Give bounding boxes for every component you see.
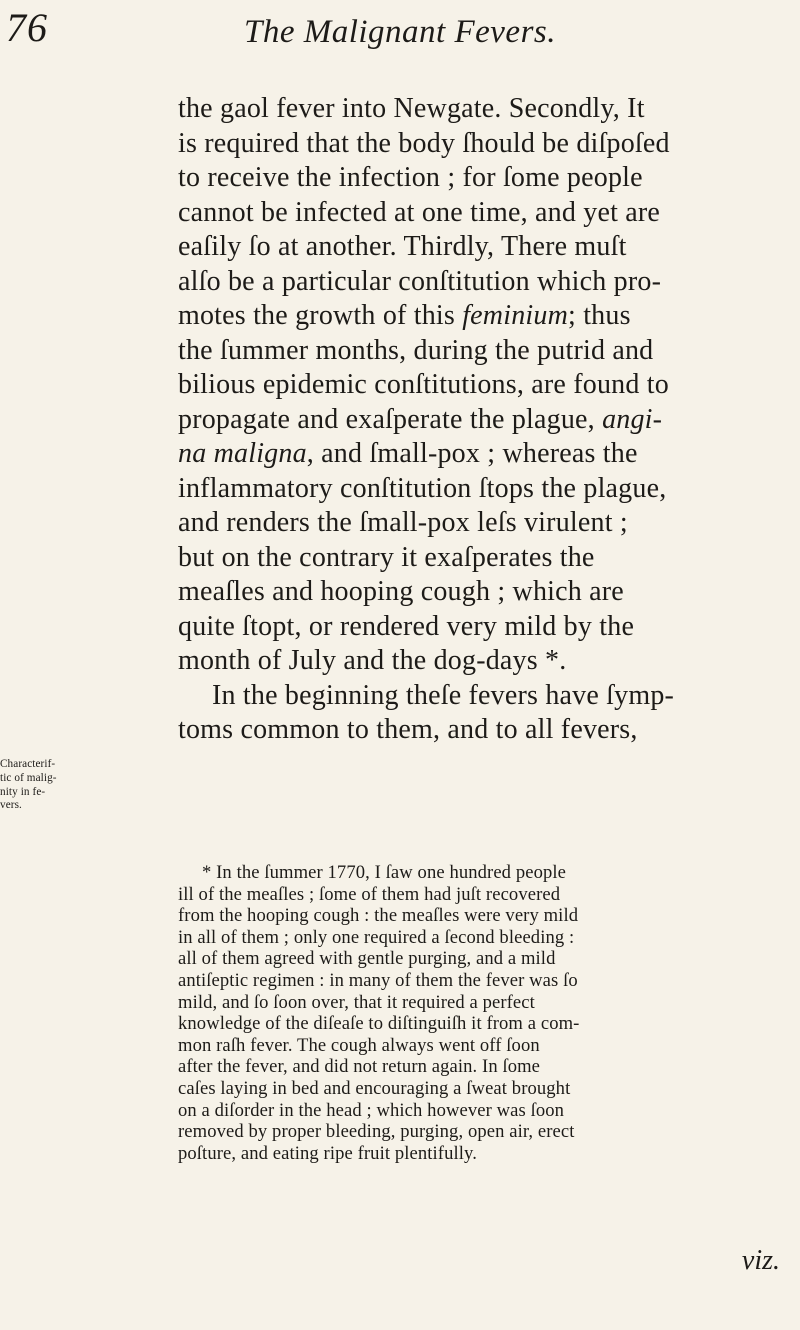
text-fragment: , and ſmall-pox ; whereas the	[306, 438, 638, 469]
footnote-line: after the fever, and did not return again. In ſome	[178, 1056, 541, 1078]
footnote-line: mild, and ſo ſoon over, that it required a perfect	[178, 991, 535, 1013]
footnote-line: mon raſh fever. The cough always went off ſoon	[178, 1034, 540, 1056]
footnote	[178, 862, 800, 1164]
italic-term: na maligna	[178, 438, 307, 469]
text-line: month of July and the dog-days *.	[178, 645, 567, 676]
footnote-line: in all of them ; only one required a ſecond bleeding :	[178, 926, 575, 948]
text-line	[178, 403, 798, 438]
text-line: and renders the ſmall-pox leſs virulent ;	[178, 507, 628, 538]
marginal-note-line: vers.	[0, 799, 22, 812]
italic-term: angi-	[602, 403, 663, 435]
text-line: the gaol fever into Newgate. Secondly, It	[178, 93, 645, 124]
text-line: toms common to them, and to all fevers,	[178, 714, 638, 745]
marginal-note-line: tic of malig-	[0, 771, 57, 784]
running-head: The Malignant Fevers.	[243, 14, 557, 50]
text-line: is required that the body ſhould be diſpoſed	[178, 127, 670, 159]
text-line: cannot be infected at one time, and yet are	[178, 196, 661, 228]
marginal-note	[0, 758, 92, 813]
main-text	[178, 92, 798, 748]
footnote-line: removed by proper bleeding, purging, open air, erect	[178, 1121, 575, 1143]
footnote-line: * In the ſummer 1770, I ſaw one hundred people	[202, 862, 566, 883]
footnote-line: poſture, and eating ripe fruit plentifully.	[178, 1142, 477, 1164]
text-line: eaſily ſo at another. Thirdly, There muſt	[178, 231, 627, 262]
catchword: viz.	[741, 1245, 780, 1276]
text-line: meaſles and hooping cough ; which are	[178, 576, 624, 607]
text-line: the ſummer months, during the putrid and	[178, 334, 654, 366]
footnote-line: from the hooping cough : the meaſles were very mild	[178, 905, 579, 927]
text-line: to receive the infection ; for ſome people	[178, 162, 643, 193]
footnote-line: ill of the meaſles ; ſome of them had juſt recovered	[178, 883, 561, 905]
text-line	[178, 437, 798, 472]
text-line	[178, 299, 798, 334]
text-fragment: ; thus	[568, 300, 631, 331]
text-line: inflammatory conſtitution ſtops the plague,	[178, 472, 667, 504]
paragraph-1	[178, 92, 798, 679]
marginal-note-line: Characterif-	[0, 758, 56, 770]
page-number: 76	[6, 5, 48, 50]
text-fragment: motes the growth of this	[178, 300, 463, 331]
footnote-line: on a diſorder in the head ; which however was ſoon	[178, 1099, 565, 1121]
marginal-note-line: nity in fe-	[0, 785, 46, 798]
text-fragment: propagate and exaſperate the plague,	[178, 403, 603, 435]
text-line: bilious epidemic conſtitutions, are found to	[178, 369, 669, 400]
paragraph-2	[178, 679, 798, 748]
footnote-line: antiſeptic regimen : in many of them the fever was ſo	[178, 969, 578, 991]
text-line: alſo be a particular conſtitution which pro-	[178, 265, 662, 297]
footnote-line: all of them agreed with gentle purging, and a mild	[178, 948, 556, 970]
text-line: In the beginning theſe fevers have ſymp-	[212, 679, 675, 711]
text-line: quite ſtopt, or rendered very mild by the	[178, 610, 635, 642]
footnote-line: knowledge of the diſeaſe to diſtinguiſh it from a com-	[178, 1013, 580, 1035]
italic-term: feminium	[462, 300, 569, 331]
text-line: but on the contrary it exaſperates the	[178, 541, 595, 573]
footnote-line: caſes laying in bed and encouraging a ſweat brought	[178, 1077, 571, 1099]
